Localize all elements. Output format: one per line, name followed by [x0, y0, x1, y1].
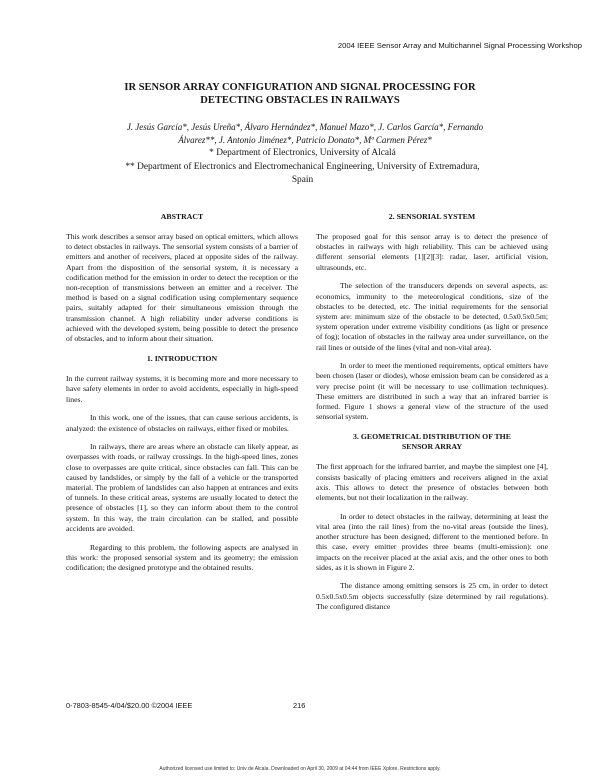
- right-column: [316, 210, 548, 621]
- sensorial-paragraph-1: The proposed goal for this sensor array is to detect the presence of obstacles in railways with high reliability. This can be achieved using different sensorial elements [1][2][3]: radar, laser, artificial vision, ultrasounds, etc.: [316, 232, 548, 272]
- geometry-paragraph-3: The distance among emitting sensors is 25 cm, in order to detect 0.5x0.5x0.5m objects successfully (size determined by rail regulations). The configured distance: [316, 581, 548, 611]
- abstract-text: This work describes a sensor array based on optical emitters, which allows to detect obstacles in railways. The sensorial system consists of a barrier of emitters and another of receivers, placed at opposite sides of the railway. Apart from the disposition of the sensorial system, it is necessary a codification method for the emission in order to detect the reception or the non-reception of transmissions between an emitter and a receiver. The method is based on a signal codification using complementary sequence pairs, suitably adapted for their simultaneous emission through the transmission channel. A high reliability under adverse conditions is achieved with the developed system, being possible to detect the presence of obstacles, and to inform about their situation.: [66, 232, 298, 344]
- paper-title-line-2: DETECTING OBSTACLES IN RAILWAYS: [200, 95, 400, 106]
- intro-paragraph-1: In the current railway systems, it is becoming more and more necessary to have safety elements in order to avoid accidents, especially in high-speed lines.: [66, 374, 298, 404]
- paper-title-line-1: IR SENSOR ARRAY CONFIGURATION AND SIGNAL PROCESSING FOR: [124, 82, 476, 93]
- intro-paragraph-3: In railways, there are areas where an obstacle can likely appear, as overpasses with roads, or railway crossings. In the high-speed lines, zones close to overpasses are quite critical, since obstacles can fall. This can be caused by landslides, or simply by the fall of a vehicle or the transported material. The problem of landslides can also happen at entrances and exits of tunnels. In these critical areas, systems are usually located to detect the presence of obstacles [1], so they can inform about them to the control system. In this way, the train circulation can be stalled, and possible accidents are avoided.: [66, 442, 298, 533]
- left-column: [66, 210, 298, 582]
- page-number: 216: [293, 701, 306, 710]
- authors-line-2: Álvarez**, J. Antonio Jiménez*, Patricio Donato*, Mª Carmen Pérez*: [178, 135, 432, 145]
- geometry-paragraph-1: The first approach for the infrared barrier, and maybe the simplest one [4], consists basically of placing emitters and receivers aligned in the axial axis. This allows to detect the presence of obstacles between both elements, but not their localization in the railway.: [316, 462, 548, 503]
- geometry-heading-line-1: 3. GEOMETRICAL DISTRIBUTION OF THE: [353, 432, 511, 442]
- sensorial-paragraph-3: In order to meet the mentioned requirements, optical emitters have been chosen (laser or diodes), whose emission beam can be considered as a very precise point (it will be necessary to use collimation techniques). These emitters are distributed in such a way that an infrared barrier is formed. Figure 1 shows a general view of the structure of the used sensorial system.: [316, 361, 548, 422]
- sensorial-system-heading: 2. SENSORIAL SYSTEM: [388, 212, 476, 221]
- intro-paragraph-2: In this work, one of the issues, that can cause serious accidents, is analyzed: the existence of obstacles on railways, either fixed or mobiles.: [66, 413, 298, 433]
- footer-copyright: 0-7803-8545-4/04/$20.00 ©2004 IEEE: [66, 701, 193, 710]
- intro-paragraph-4: Regarding to this problem, the following aspects are analysed in this work: the proposed sensorial system and its geometry; the emission codification; the designed prototype and the obtained results.: [66, 542, 298, 572]
- running-header: 2004 IEEE Sensor Array and Multichannel Signal Processing Workshop: [337, 41, 582, 50]
- affiliation-3: Spain: [291, 175, 314, 185]
- introduction-heading: 1. INTRODUCTION: [146, 354, 218, 364]
- sensorial-paragraph-2: The selection of the transducers depends on several aspects, as: economics, immunity to the meteorological conditions, size of the obstacles to be detected, etc. The initial requirements for the sensorial system are: minimum size of the obstacle to be detected, 0.5x0.5x0.5m; system operation under extreme visibility conditions (as light or presence of fog); location of obstacles in the railway area under surveillance, on the rail lines or outside of the lines (vital and non-vital area).: [316, 281, 548, 352]
- authors-line-1: J. Jesús García*, Jesús Ureña*, Álvaro Hernández*, Manuel Mazo*, J. Carlos García*, Fernando: [126, 122, 484, 132]
- affiliation-1: * Department of Electronics, University of Alcalá: [209, 148, 396, 158]
- abstract-heading: ABSTRACT: [160, 212, 204, 221]
- license-notice: Authorized licensed use limited to: Univ de Alcala. Downloaded on April 30, 2009 at 04:44 from IEEE Xplore. Restrictions apply.: [159, 766, 441, 772]
- affiliation-2: ** Department of Electronics and Electromechanical Engineering, University of Extremadura,: [125, 162, 480, 172]
- geometry-heading: [316, 432, 548, 452]
- geometry-paragraph-2: In order to detect obstacles in the railway, determining at least the vital area (into the rail lines) from the no-vital areas (outside the lines), another structure has been designed, different to the mentioned before. In this case, every emitter provides three beams (multi-emission): one impacts on the receiver placed at the axial axis, and the other ones to both sides, as it is shown in Figure 2.: [316, 511, 548, 572]
- geometry-heading-line-2: SENSOR ARRAY: [401, 442, 463, 452]
